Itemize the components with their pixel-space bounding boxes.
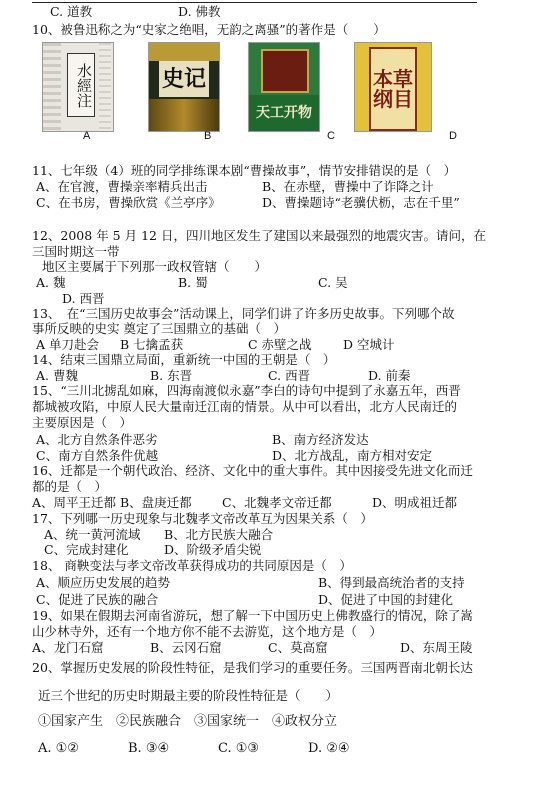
q14-option-b: B. 东晋 <box>150 368 193 383</box>
q11-option-d: D、曹操题诗“老骥伏枥，志在千里” <box>262 195 460 210</box>
q16-option-b: B、盘庚迁都 <box>120 495 192 510</box>
q18-option-b: B、得到最高统治者的支持 <box>318 575 465 590</box>
q15-stem-2: 都城被攻陷，中原人民大量南迁江南的情景。从中可以看出，北方人民南迁的 <box>32 399 458 414</box>
q13-option-c: C 赤壁之战 <box>248 337 312 352</box>
q14-option-c: C. 西晋 <box>268 368 311 383</box>
q16-option-c: C、北魏孝文帝迁都 <box>222 495 332 510</box>
q13-stem-2: 事所反映的史实 奠定了三国鼎立的基础（ ） <box>32 321 286 336</box>
book-cover-bencaogangmu <box>354 42 432 132</box>
q14-option-a: A. 曹魏 <box>36 368 78 383</box>
q17-option-c: C、完成封建化 <box>44 542 129 557</box>
option-c-prev: C. 道教 <box>50 4 93 19</box>
q14-option-d: D. 前秦 <box>368 368 411 383</box>
q20-option-a: A. ①② <box>38 741 79 756</box>
q15-stem-3: 主要原因是（ ） <box>32 415 133 430</box>
q19-option-d: D、东周王陵 <box>400 640 473 655</box>
q14-stem: 14、结束三国鼎立局面，重新统一中国的王朝是（ ） <box>32 352 336 367</box>
q13-option-a: A 单刀赴会 <box>36 337 100 352</box>
q19-stem-1: 19、如果在假期去河南省游玩，想了解一下中国历史上佛教盛行的情况，除了嵩 <box>32 608 473 623</box>
q12-stem-2: 三国时期这一带 <box>32 244 120 259</box>
book-title-d: 本草纲目 <box>369 47 417 131</box>
label-a: A <box>83 130 91 142</box>
book-title-b: 史记 <box>159 61 209 97</box>
label-b: B <box>204 130 212 142</box>
q20-stem-2: 近三个世纪的历史时期最主要的阶段性特征是（ ） <box>38 688 339 703</box>
q10-stem: 10、被鲁迅称之为“史家之绝唱，无韵之离骚”的著作是（ ） <box>32 22 386 37</box>
label-c: C <box>327 130 335 142</box>
q15-option-a: A、北方自然条件恶劣 <box>36 432 158 447</box>
q17-stem: 17、下列哪一历史现象与北魏孝文帝改革互为因果关系（ ） <box>32 511 373 526</box>
q19-option-a: A、龙门石窟 <box>32 640 104 655</box>
q11-option-c: C、在书房，曹操欣赏《兰亭序》 <box>36 195 221 210</box>
book-cover-shiji <box>148 42 220 132</box>
q20-option-b: B. ③④ <box>128 741 170 756</box>
top-rule <box>32 2 477 3</box>
q16-stem-1: 16、迁都是一个朝代政治、经济、文化中的重大事件。其中因接受先进文化而迁 <box>32 463 473 478</box>
q12-stem-3: 地区主要属于下列那一政权管辖（ ） <box>42 259 268 274</box>
q19-stem-2: 山少林寺外，还有一个地方你不能不去游览，这个地方是（ ） <box>32 624 383 639</box>
q20-items: ①国家产生 ②民族融合 ③国家统一 ④政权分立 <box>38 714 338 729</box>
q20-stem-1: 20、掌握历史发展的阶段性特征，是我们学习的重要任务。三国两晋南北朝长达 <box>32 660 473 675</box>
q17-option-a: A、统一黄河流域 <box>44 527 141 542</box>
q16-stem-2: 都的是（ ） <box>32 479 108 494</box>
q12-option-d: D. 西晋 <box>62 291 105 306</box>
q12-option-a: A. 魏 <box>36 275 66 290</box>
label-d: D <box>449 130 457 142</box>
book-cover-shuijingzhu <box>42 42 114 132</box>
q16-option-d: D、明成祖迁都 <box>372 495 458 510</box>
q19-option-b: B、云冈石窟 <box>150 640 222 655</box>
q20-option-d: D. ②④ <box>308 741 350 756</box>
book-title-c: 天工开物 <box>249 95 319 131</box>
q17-option-d: D、阶级矛盾尖锐 <box>164 542 262 557</box>
option-d-prev: D. 佛教 <box>178 4 221 19</box>
q18-option-a: A、顺应历史发展的趋势 <box>36 575 171 590</box>
q17-option-b: B、北方民族大融合 <box>164 527 274 542</box>
book-title-a: 水經注 <box>67 53 95 117</box>
q18-option-d: D、促进了中国的封建化 <box>318 592 454 607</box>
q19-option-c: C、莫高窟 <box>268 640 328 655</box>
q12-option-c: C. 吴 <box>318 275 348 290</box>
q13-option-d: D 空城计 <box>343 337 395 352</box>
q20-option-c: C. ①③ <box>218 741 260 756</box>
book-cover-tiangongkaiwu <box>248 42 320 132</box>
q12-option-b: B. 蜀 <box>178 275 208 290</box>
q18-stem: 18、 商鞅变法与孝文帝改革获得成功的共同原因是（ ） <box>32 558 352 573</box>
q11-option-b: B、在赤壁，曹操中了诈降之计 <box>262 179 434 194</box>
q18-option-c: C、促进了民族的融合 <box>36 592 159 607</box>
q15-stem-1: 15、“三川北掳乱如麻，四海南渡似永嘉”李白的诗句中提到了永嘉五年，西晋 <box>32 383 461 398</box>
q16-option-a: A、周平王迁都 <box>32 495 117 510</box>
q15-option-b: B、南方经济发达 <box>272 432 369 447</box>
q12-stem-1: 12、2008 年 5 月 12 日，四川地区发生了建国以来最强烈的地震灾害。请问，在 <box>32 228 486 243</box>
q11-option-a: A、在官渡，曹操亲率精兵出击 <box>36 179 208 194</box>
q15-option-d: D、北方战乱，南方相对安定 <box>272 448 433 463</box>
q11-stem: 11、七年级（4）班的同学排练课本剧“曹操故事”，情节安排错误的是（ ） <box>32 163 457 178</box>
q13-option-b: B 七擒孟获 <box>120 337 184 352</box>
q13-stem-1: 13、 在“三国历史故事会”活动课上，同学们讲了许多历史故事。下列哪个故 <box>32 306 455 321</box>
q15-option-c: C、南方自然条件优越 <box>36 448 159 463</box>
